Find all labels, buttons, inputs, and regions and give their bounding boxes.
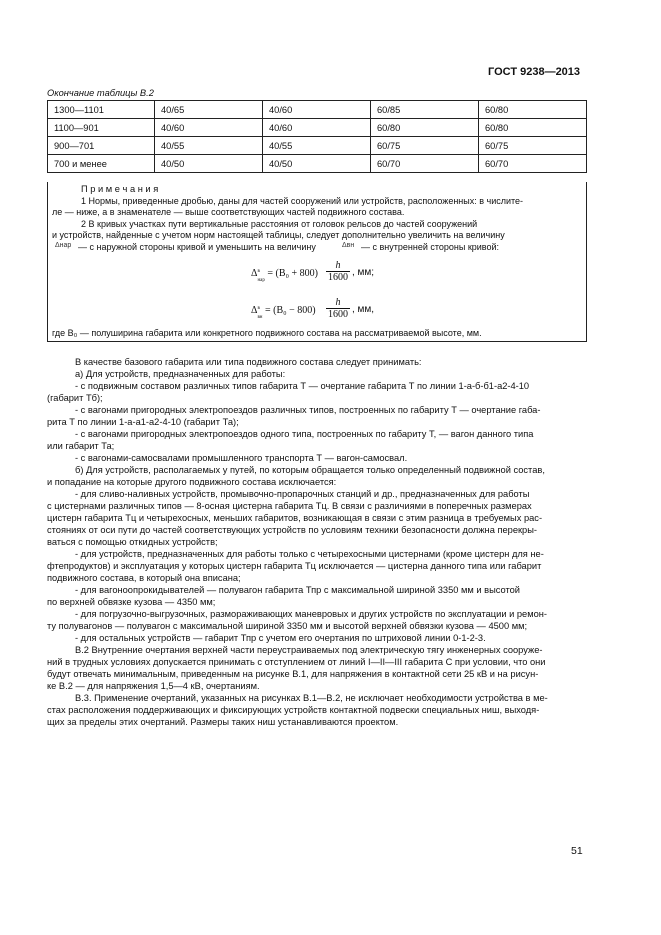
body-line: - с вагонами пригородных электропоездов различных типов, построенных по габариту Т — очертание габа- [75,405,541,415]
body-line: - с вагонами пригородных электропоездов одного типа, построенных по габариту Т, — вагон данного типа [75,429,534,439]
table-caption: Окончание таблицы В.2 [47,88,154,98]
table-cell: 40/55 [155,137,263,155]
formula-1-numerator: h [335,260,341,271]
formula-2-sub: вн [257,315,263,321]
table-cell: 900—701 [48,137,155,155]
table-cell: 40/50 [155,155,263,173]
body-line: - для вагоноопрокидывателей — полувагон габарита Тпр с максимальной шириной 3350 мм и высотой [75,585,520,595]
formula-2-sup: в [257,306,260,311]
body-line: - для устройств, предназначенных для работы только с четырехосными цистернами (кроме цистерн для не- [75,549,544,559]
table-cell: 40/60 [263,101,371,119]
table-cell: 40/60 [263,119,371,137]
body-line: фтепродуктов) и эксплуатация у которых цистерн габарита Тц исключается — цистерна данного типа или габарит [47,561,542,571]
body-line: В.2 Внутренние очертания верхней части переустраиваемых под электрическую тягу инженерных сооруже- [75,645,543,655]
note-1-line-2: ле — ниже, а в знаменателе — выше соответствующих частей подвижного состава. [52,207,405,217]
body-line: а) Для устройств, предназначенных для работы: [75,369,286,379]
body-line: В качестве базового габарита или типа подвижного состава следует принимать: [75,357,422,367]
body-line: - с подвижным составом различных типов габарита Т — очертание габарита Т по линии 1-а-б-б1-а2-4-10 [75,381,530,391]
formula-2-mid: = (B₀ − 800) [264,305,316,316]
delta-vn-text: Δвн [342,242,355,249]
formula-2 [251,305,316,320]
notes-where: где B₀ — полуширина габарита или конкретного подвижного состава на рассматриваемой высоте, мм. [52,328,482,338]
formula-2-numerator: h [335,297,341,308]
table-cell: 60/80 [371,119,479,137]
table-row [48,155,587,173]
body-line: ке В.2 — для напряжения 1,5—4 кВ, очертаниям. [47,681,260,691]
body-line: рита Т по линии 1-а-а1-а2-4-10 (габарит Та); [47,417,239,427]
body-line: В.3. Применение очертаний, указанных на рисунках В.1—В.2, не исключает необходимости устройства в ме- [75,693,548,703]
data-table [47,100,587,173]
note-1-line-1: 1 Нормы, приведенные дробью, даны для частей сооружений или устройств, расположенных: в числите- [81,196,524,206]
formula-1-fraction [326,260,350,283]
table-cell: 60/80 [479,101,587,119]
body-line: - для погрузочно-выгрузочных, размораживающих маневровых и других устройств по эксплуатации и ремон- [75,609,548,619]
body-line: подвижного состава, в который она вписана; [47,573,241,583]
body-line: стах расположения поддерживающих и фиксирующих устройств контактной подвески специальных ниш, выходя- [47,705,540,715]
delta-nar-text: Δнар [55,242,72,249]
formula-1-sub: нар [257,278,265,284]
table-cell: 40/55 [263,137,371,155]
formula-1-unit: , мм; [352,267,375,278]
formula-1-sup: в [257,269,260,274]
body-line: - для сливо-наливных устройств, промывочно-пропарочных станций и др., предназначенных для работы [75,489,530,499]
formula-2-denominator: 1600 [328,309,348,320]
table-cell: 60/70 [479,155,587,173]
body-line: ту полувагонов — полувагон с максимальной шириной 3350 мм и высотой верхней обвязки кузова — 4500 мм; [47,621,528,631]
body-line: ний в трудных условиях допускается принимать с отступлением от линий I—II—III габарита С при условии, что они [47,657,546,667]
body-line: - для остальных устройств — габарит Тпр с учетом его очертания по штриховой линии 0-1-2-3. [75,633,486,643]
table-cell: 700 и менее [48,155,155,173]
body-line: (габарит Тб); [47,393,103,403]
table-cell: 40/65 [155,101,263,119]
delta-nar-symbol [55,240,71,251]
body-line: б) Для устройств, располагаемых у путей, по которым обращается только определенный подвижной состав, [75,465,545,475]
table-row [48,101,587,119]
note-2-line-2: и устройств, найденные с учетом норм настоящей таблицы, следует дополнительно увеличить на величину [52,230,505,240]
formula-1-denominator: 1600 [328,272,348,283]
note-2-line-3a: — с наружной стороны кривой и уменьшить на величину [78,242,316,252]
table-cell: 60/75 [479,137,587,155]
page-number: 51 [571,845,583,857]
table-cell: 60/85 [371,101,479,119]
table-row [48,137,587,155]
body-line: цистерн габарита Тц и четырехосных, меньших габаритов, возникающая в связи с этим разница в требуемых рас- [47,513,543,523]
body-line: с цистернами различных типов — 8-осная цистерна габарита Тц. В связи с различиями в поперечных размерах [47,501,532,511]
table-cell: 60/75 [371,137,479,155]
table-cell: 60/70 [371,155,479,173]
body-line: или габарит Та; [47,441,115,451]
table-cell: 40/50 [263,155,371,173]
formula-1-delta: Δ [251,268,258,279]
table-row [48,119,587,137]
table-cell: 60/80 [479,119,587,137]
body-line: стояниях от оси пути до частей соответствующих устройств по условиям техники безопасности должна перекры- [47,525,538,535]
body-line: - с вагонами-самосвалами промышленного транспорта Т — вагон-самосвал. [75,453,408,463]
body-line: ваться с помощью откидных устройств; [47,537,218,547]
standard-header: ГОСТ 9238—2013 [488,66,581,78]
formula-1 [251,268,318,283]
table-cell: 1300—1101 [48,101,155,119]
note-2-line-1: 2 В кривых участках пути вертикальные расстояния от головок рельсов до частей сооружений [81,219,478,229]
formula-2-delta: Δ [251,305,258,316]
note-2-line-3b: — с внутренней стороны кривой: [361,242,500,252]
table-cell: 40/60 [155,119,263,137]
body-line: будут отвечать минимальным, приведенным на рисунке В.1, для напряжения в контактной сети 25 кВ и на рисун- [47,669,539,679]
formula-1-mid: = (B₀ + 800) [267,268,318,279]
body-line: и попадание на которые другого подвижного состава исключается: [47,477,337,487]
formula-2-unit: , мм, [352,304,375,315]
delta-vn-symbol [342,240,354,251]
table-cell: 1100—901 [48,119,155,137]
notes-heading: П р и м е ч а н и я [81,184,159,194]
body-line: щих за пределы этих очертаний. Размеры таких ниш устанавливаются проектом. [47,717,399,727]
formula-2-fraction [326,297,350,320]
body-line: по верхней обвязке кузова — 4350 мм; [47,597,216,607]
